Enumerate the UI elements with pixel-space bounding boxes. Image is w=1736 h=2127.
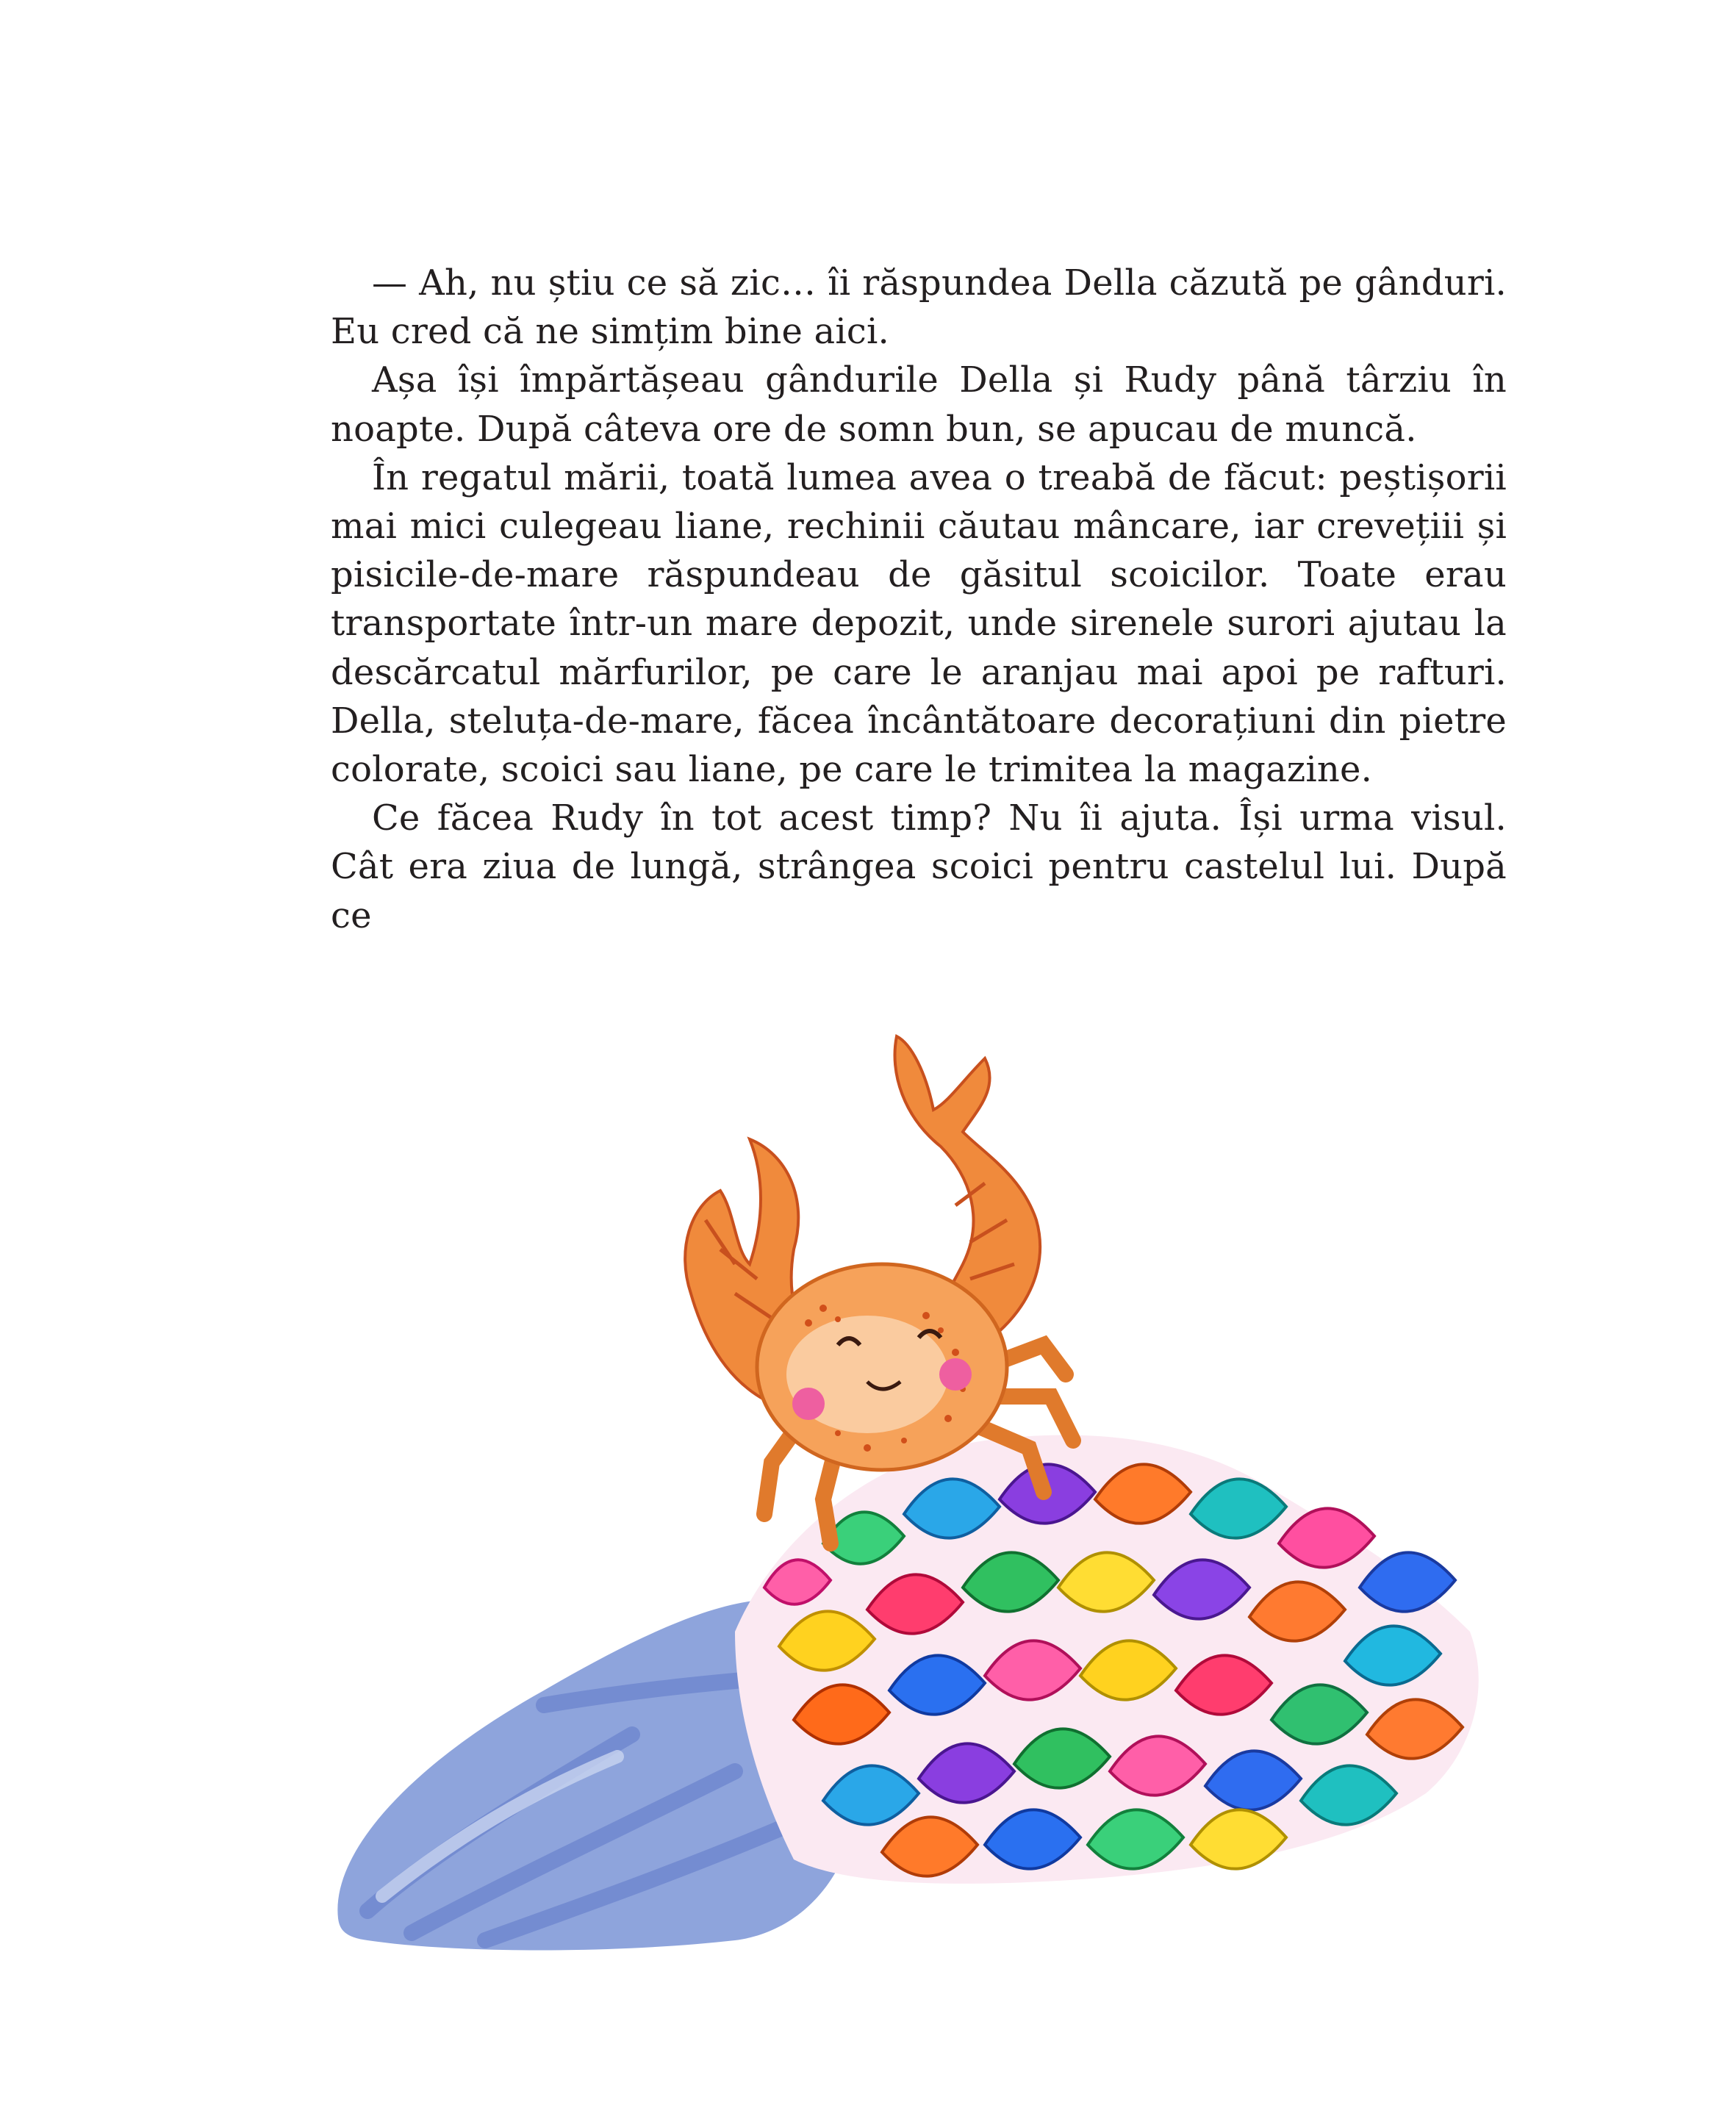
crab-on-shell-pile-illustration: [323, 1029, 1514, 1955]
paragraph-dialogue: — Ah, nu știu ce să zic… îi răspundea Della căzută pe gânduri. Eu cred că ne simțim bine aici.: [331, 262, 1507, 353]
story-text: [331, 259, 1507, 940]
shell-pile: [735, 1435, 1479, 1884]
paragraph-rudy: Ce făcea Rudy în tot acest timp? Nu îi ajuta. Își urma visul. Cât era ziua de lungă, strângea scoici pentru castelul lui. După ce: [331, 797, 1507, 936]
paragraph-night: Așa își împărtășeau gândurile Della și Rudy până târziu în noapte. După câteva ore de somn bun, se apucau de muncă.: [331, 359, 1507, 450]
paragraph-sea-kingdom: În regatul mării, toată lumea avea o treabă de făcut: peștișorii mai mici culegeau liane, rechinii căutau mâncare, iar crevețiii și pisicile-de-mare răspundeau de găsitul scoicilor. Toate erau transportate într-un mare depozit, unde sirenele surori ajutau la descărcatul mărfurilor, pe care le aranjau mai apoi pe rafturi. Della, steluța-de-mare, făcea încântătoare decorațiuni din pietre colorate, scoici sau liane, pe care le trimitea la magazine.: [331, 456, 1507, 791]
